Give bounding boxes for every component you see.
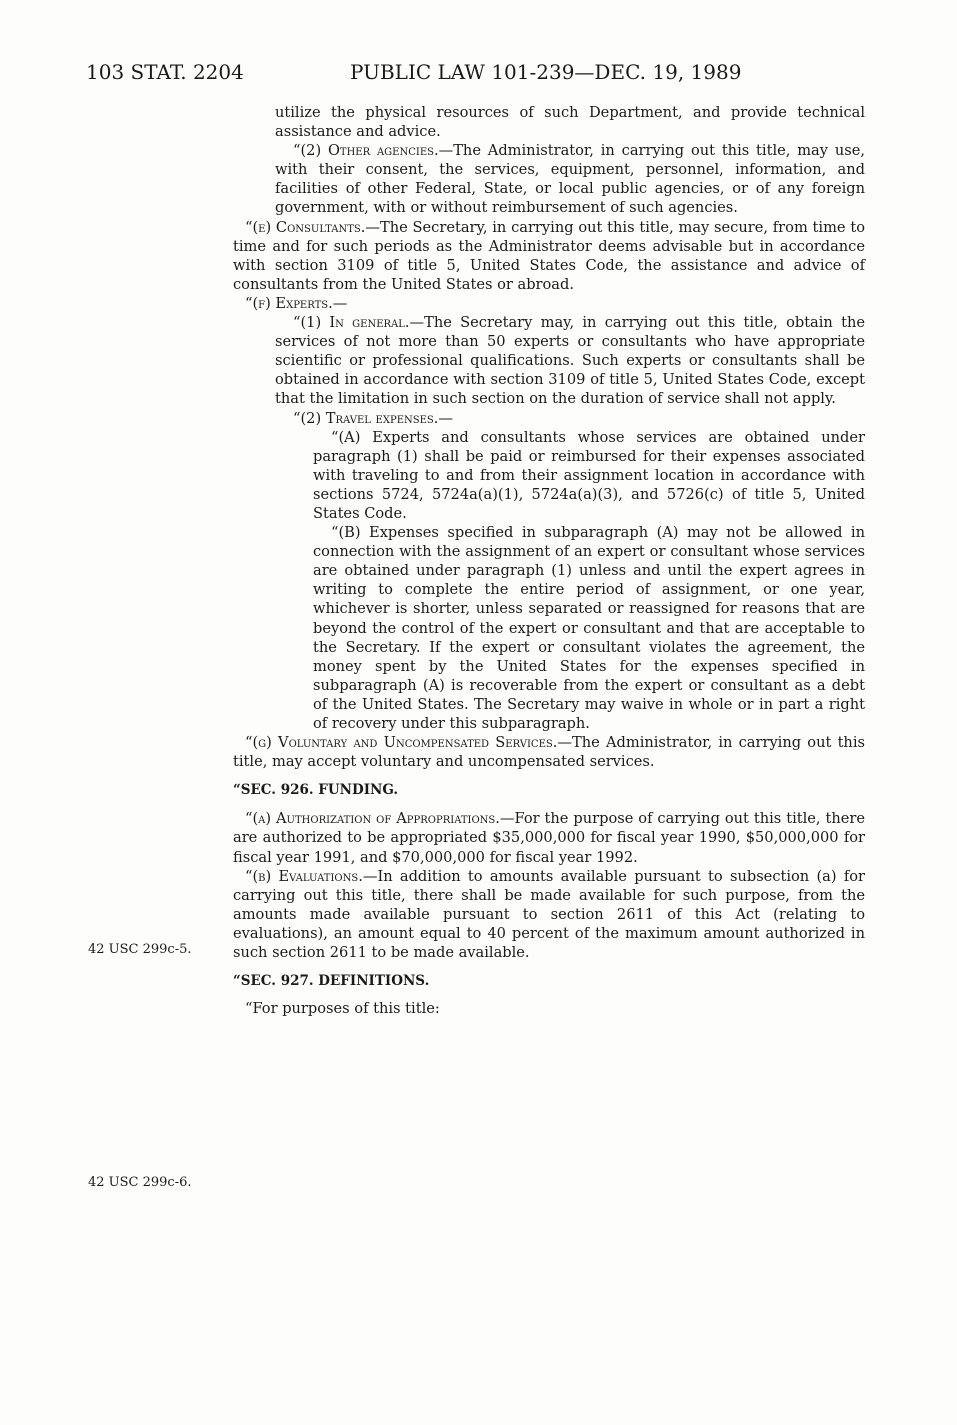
paragraph-g-voluntary-services: “(g) Voluntary and Uncompensated Services.—The Administrator, in carrying out this title, may accept voluntary and uncompensated services. [233, 734, 865, 771]
paragraph-f2-travel-expenses: “(2) Travel expenses.— [293, 409, 453, 427]
paragraph-definitions-intro: “For purposes of this title: [245, 1000, 440, 1018]
paragraph-a-authorization: “(a) Authorization of Appropriations.—For the purpose of carrying out this title, there are authorized to be appropriated $35,000,000 for fiscal year 1990, $50,000,000 for fiscal year 1991, and $70,000,000 for fiscal year 1992. [233, 810, 865, 866]
paragraph-continuation: utilize the physical resources of such Department, and provide technical assistance and advice. [275, 104, 865, 141]
paragraph-f2-B: “(B) Expenses specified in subparagraph (A) may not be allowed in connection with the assignment of an expert or consultant whose services are obtained under paragraph (1) unless and until the expert agrees in writing to complete the entire period of assignment, or one year, whichever is shorter, unless separated or reassigned for reasons that are beyond the control of the expert or consultant and that are acceptable to the Secretary. If the expert or consultant violates the agreement, the money spent by the United States for the expenses specified in subparagraph (A) is recoverable from the expert or consultant as a debt of the United States. The Secretary may waive in whole or in part a right of recovery under this subparagraph. [313, 524, 865, 732]
paragraph-f-experts: “(f) Experts.— [245, 294, 348, 312]
paragraph-f1-in-general: “(1) In general.—The Secretary may, in carrying out this title, obtain the services of not more than 50 experts or consultants who have appropriate scientific or professional qualifications. Such experts or consultants shall be obtained in accordance with section 3109 of title 5, United States Code, except that the limitation in such section on the duration of service shall not apply. [275, 314, 865, 408]
paragraph-b-evaluations: “(b) Evaluations.—In addition to amounts available pursuant to subsection (a) for carrying out this title, there shall be made available for such purpose, from the amounts made available pursuant to section 2611 of this Act (relating to evaluations), an amount equal to 40 percent of the maximum amount authorized in such section 2611 to be made available. [233, 867, 866, 962]
paragraph-e-consultants: “(e) Consultants.—The Secretary, in carrying out this title, may secure, from time to time and for such periods as the Administrator deems advisable but in accordance with section 3109 of title 5, United States Code, the assistance and advice of consultants from the United States or abroad. [233, 218, 865, 293]
margin-note-usc-299c-6: 42 USC 299c-6. [88, 1175, 192, 1190]
page-stat-number: 103 STAT. 2204 [86, 60, 244, 84]
section-927-heading: “SEC. 927. DEFINITIONS. [233, 973, 430, 990]
paragraph-f2-A: “(A) Experts and consultants whose services are obtained under paragraph (1) shall be paid or reimbursed for their expenses associated with traveling to and from their assignment location in accordance with sections 5724, 5724a(a)(1), 5724a(a)(3), and 5726(c) of title 5, United States Code. [313, 428, 865, 522]
document-body [233, 103, 865, 1018]
margin-note-usc-299c-5: 42 USC 299c-5. [88, 942, 192, 957]
section-926-heading: “SEC. 926. FUNDING. [233, 782, 399, 799]
page-running-header: PUBLIC LAW 101-239—DEC. 19, 1989 [350, 60, 742, 84]
paragraph-d2-other-agencies: “(2) Other agencies.—The Administrator, in carrying out this title, may use, with their consent, the services, equipment, personnel, information, and facilities of other Federal, State, or local public agencies, or of any foreign government, with or without reimbursement of such agencies. [275, 142, 865, 217]
